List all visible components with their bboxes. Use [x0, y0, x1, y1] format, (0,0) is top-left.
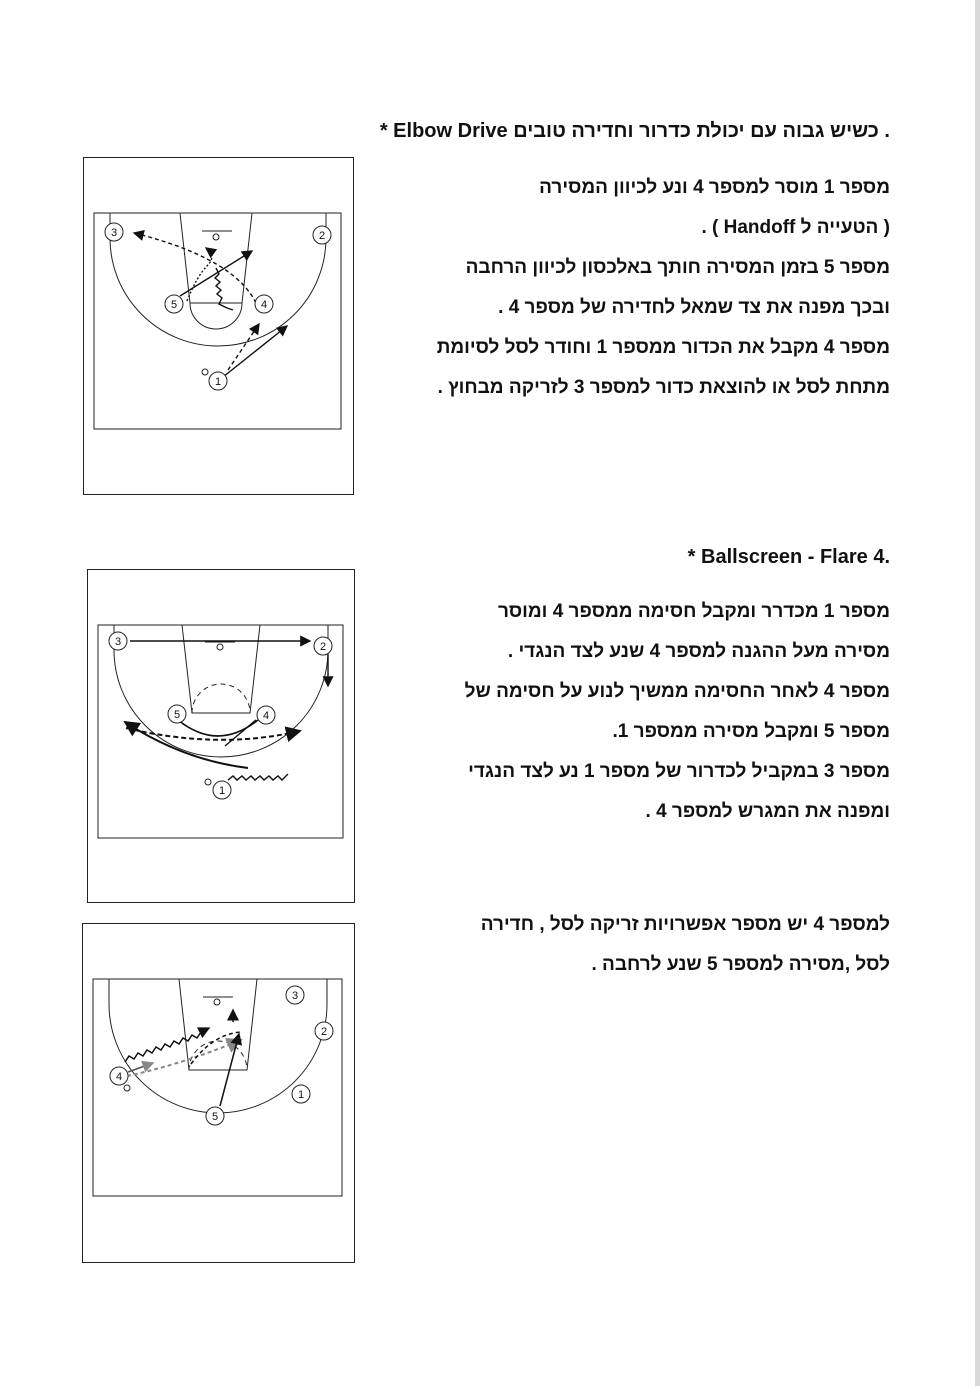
- ball-marker: [202, 369, 208, 375]
- player-label: 2: [320, 1026, 328, 1038]
- section1-line: מספר 1 מוסר למספר 4 ונע לכיוון המסירה: [539, 177, 890, 198]
- player-label: 3: [291, 990, 299, 1002]
- section1-line: מספר 5 בזמן המסירה חותך באלכסון לכיוון הרחבה: [465, 257, 890, 278]
- section2-line: מסירה מעל ההגנה למספר 4 שנע לצד הנגדי .: [507, 641, 890, 662]
- pass-to-5: [127, 1040, 241, 1076]
- section2-line: מספר 5 ומקבל מסירה ממספר 1.: [612, 721, 890, 742]
- player-label: 4: [115, 1071, 123, 1083]
- rim: [217, 644, 223, 650]
- player-label: 1: [214, 376, 222, 388]
- ball-marker: [124, 1085, 130, 1091]
- play-diagram-options: [82, 923, 355, 1263]
- pass-arrow: [228, 324, 259, 370]
- section2-line: מספר 4 לאחר החסימה ממשיך לנוע על חסימה של: [464, 681, 890, 702]
- play-diagram-ballscreen-flare: [87, 569, 355, 903]
- player-label: 1: [218, 785, 226, 797]
- player-label: 4: [260, 299, 268, 311]
- section2-line: מספר 1 מכדרר ומקבל חסימה ממספר 4 ומוסר: [497, 601, 890, 622]
- section2-line: מספר 3 במקביל לכדרור של מספר 1 נע לצד הנגדי: [468, 761, 890, 782]
- free-throw-circle-top: [192, 684, 250, 713]
- player-label: 2: [318, 230, 326, 242]
- rim: [213, 234, 219, 240]
- screen-line: [225, 720, 256, 746]
- court-diagram: [83, 924, 354, 1262]
- ball-marker: [205, 779, 211, 785]
- court-diagram: [88, 570, 354, 902]
- player-label: 2: [319, 641, 327, 653]
- three-point-line: [114, 625, 328, 757]
- kickout-pass: [134, 233, 256, 303]
- key-lane: [182, 625, 260, 713]
- key-lane: [179, 979, 257, 1070]
- court-boundary: [98, 625, 343, 838]
- section3-line: לסל ,מסירה למספר 5 שנע לרחבה .: [591, 954, 890, 975]
- cut-arrow: [180, 251, 252, 296]
- section3-line: למספר 4 יש מספר אפשרויות זריקה לסל , חדירה: [480, 914, 890, 935]
- flare-path: [125, 722, 248, 768]
- player-label: 3: [110, 227, 118, 239]
- rim: [214, 999, 220, 1005]
- court-boundary: [94, 213, 341, 429]
- section1-heading: * Elbow Drive כשיש גבוה עם יכולת כדרור וחדירה טובים .: [379, 120, 890, 142]
- player-label: 5: [170, 299, 178, 311]
- player-label: 5: [211, 1111, 219, 1123]
- court-diagram: [84, 158, 353, 494]
- free-throw-circle: [190, 303, 242, 329]
- section1-line: ובכך מפנה את צד שמאל לחדירה של מספר 4 .: [498, 297, 890, 318]
- dribble-path: [215, 268, 233, 310]
- dribble-path: [228, 774, 288, 780]
- page-edge-shadow: [975, 0, 980, 1386]
- player-label: 3: [114, 636, 122, 648]
- section1-text: [437, 168, 890, 408]
- play-diagram-elbow-drive: [83, 157, 354, 495]
- player-label: 1: [297, 1089, 305, 1101]
- section2-text: [465, 592, 890, 832]
- section1-line: ( הטעייה ל Handoff ) .: [701, 217, 890, 238]
- section3-text: [481, 905, 890, 985]
- screen-path: [187, 248, 212, 301]
- player-label: 4: [262, 710, 270, 722]
- section2-heading: * Ballscreen - Flare 4.: [687, 546, 890, 568]
- player-label: 5: [173, 709, 181, 721]
- section2-line: ומפנה את המגרש למספר 4 .: [645, 801, 890, 822]
- section1-line: מספר 4 מקבל את הכדור ממספר 1 וחודר לסל לסיומת: [436, 337, 890, 358]
- three-point-line: [110, 213, 326, 346]
- section1-line: מתחת לסל או להוצאת כדור למספר 3 לזריקה מבחוץ .: [437, 377, 890, 398]
